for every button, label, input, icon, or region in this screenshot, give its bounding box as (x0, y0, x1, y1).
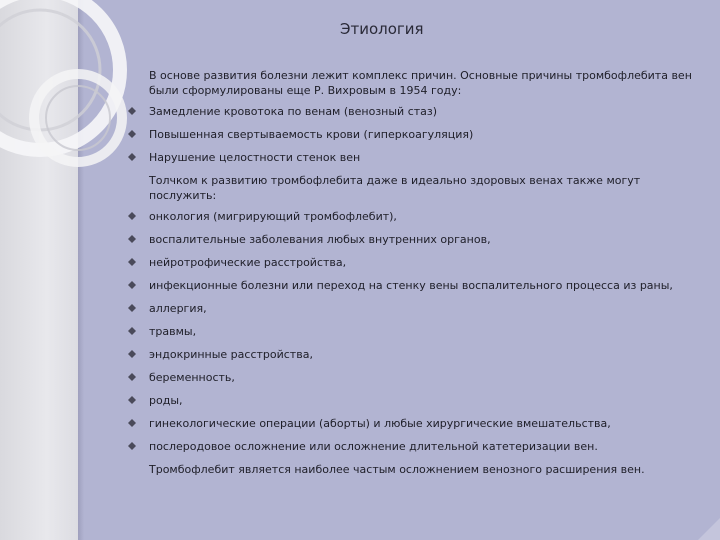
list-item (128, 232, 708, 255)
list-item (128, 301, 708, 324)
diamond-bullet-icon (128, 212, 136, 220)
list-item (128, 150, 708, 173)
diamond-bullet-icon (128, 235, 136, 243)
intro-paragraph: В основе развития болезни лежит комплекс причин. Основные причины тромбофлебита вен были сформулированы еще Р. Вихровым в 1954 году: (149, 69, 692, 97)
triggers-list (128, 209, 708, 462)
list-item-text: аллергия, (149, 302, 207, 315)
page-corner (698, 518, 720, 540)
diamond-bullet-icon (128, 396, 136, 404)
diamond-bullet-icon (128, 419, 136, 427)
list-item-text: инфекционные болезни или переход на стенку вены воспалительного процесса из раны, (149, 279, 673, 292)
slide-body (128, 68, 708, 483)
triggers-intro: Толчком к развитию тромбофлебита даже в идеально здоровых венах также могут послужить: (149, 174, 641, 202)
diamond-bullet-icon (128, 373, 136, 381)
causes-list (128, 104, 708, 173)
list-item (128, 393, 708, 416)
diamond-bullet-icon (128, 281, 136, 289)
diamond-bullet-icon (128, 350, 136, 358)
list-item (128, 416, 708, 439)
list-item (128, 347, 708, 370)
list-item (128, 127, 708, 150)
list-item (128, 209, 708, 232)
diamond-bullet-icon (128, 327, 136, 335)
list-item (128, 104, 708, 127)
list-item (128, 370, 708, 393)
list-item-text: гинекологические операции (аборты) и любые хирургические вмешательства, (149, 417, 611, 430)
list-item-text: эндокринные расстройства, (149, 348, 313, 361)
list-item (128, 255, 708, 278)
conclusion-paragraph: Тромбофлебит является наиболее частым осложнением венозного расширения вен. (149, 463, 645, 476)
diamond-bullet-icon (128, 258, 136, 266)
list-item-text: травмы, (149, 325, 197, 338)
list-item-text: роды, (149, 394, 183, 407)
slide-title: Этиология (340, 20, 424, 38)
list-item-text: беременность, (149, 371, 235, 384)
list-item-text: нейротрофические расстройства, (149, 256, 347, 269)
diamond-bullet-icon (128, 107, 136, 115)
diamond-bullet-icon (128, 442, 136, 450)
list-item (128, 439, 708, 462)
diamond-bullet-icon (128, 153, 136, 161)
list-item-text: Нарушение целостности стенок вен (149, 151, 361, 164)
list-item-text: онкология (мигрирующий тромбофлебит), (149, 210, 397, 223)
diamond-bullet-icon (128, 130, 136, 138)
list-item-text: послеродовое осложнение или осложнение длительной катетеризации вен. (149, 440, 598, 453)
list-item-text: Замедление кровотока по венам (венозный стаз) (149, 105, 438, 118)
list-item-text: воспалительные заболевания любых внутренних органов, (149, 233, 491, 246)
diamond-bullet-icon (128, 304, 136, 312)
list-item (128, 324, 708, 347)
list-item (128, 278, 708, 301)
list-item-text: Повышенная свертываемость крови (гиперкоагуляция) (149, 128, 474, 141)
